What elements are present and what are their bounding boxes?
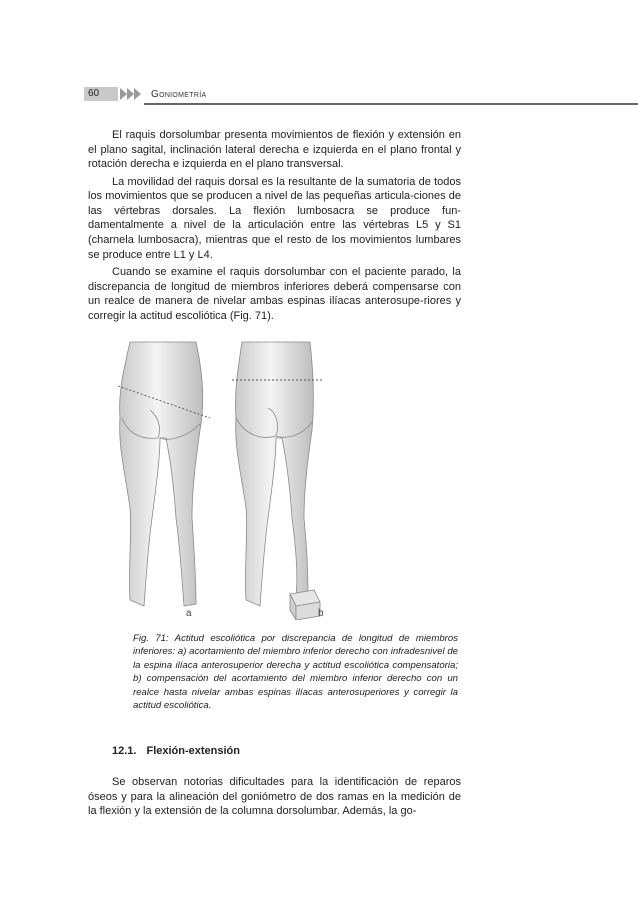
running-title: Goniometría	[151, 89, 207, 100]
figure-b-label: b	[318, 608, 324, 619]
figure-caption: Fig. 71: Actitud escoliótica por discrepancia de longitud de miembros inferiores: a) acortamiento del miembro inferior derecho con infradesnivel de la espina ilíaca anterosuperior derecha y actitud escoliótica compensatoria; b) compensación del acortamiento del miembro inferior derecho con un realce hasta nivelar ambas espinas ilíacas anterosuperiores y corregir la actitud escoliótica.	[133, 633, 458, 712]
figure-b-block	[290, 590, 320, 620]
figure-a-legs	[120, 342, 203, 606]
closing-text	[88, 775, 461, 819]
section-title: Flexión-extensión	[146, 745, 240, 757]
running-header	[84, 86, 638, 106]
paragraph: Cuando se examine el raquis dorsolumbar con el paciente parado, la discrepancia de longitud de miembros inferiores deberá compensarse con un realce de manera de nivelar ambas espinas ilíacas anterosupe-riores y corregir la actitud escoliótica (Fig. 71).	[88, 265, 461, 322]
paragraph: La movilidad del raquis dorsal es la resultante de la sumatoria de todos los movimientos que se producen a nivel de las pequeñas articula-ciones de las vértebras dorsales. La flexión lumbosacra se produce fun-damentalmente a nivel de la articulación entre las vértebras L5 y S1 (charnela lumbosacra), mientras que el resto de los movimientos lumbares se produce entre L1 y L4.	[88, 175, 461, 261]
page-number: 60	[84, 87, 118, 101]
paragraph: Se observan notorias dificultades para la identificación de reparos óseos y para la alineación del goniómetro de dos ramas en la medición de la flexión y la extensión de la columna dorsolumbar. Además, la go-	[88, 776, 461, 818]
figure-71-illustration	[100, 338, 360, 620]
header-arrows-icon	[118, 87, 144, 101]
figure-b-legs	[235, 342, 313, 606]
paragraph: El raquis dorsolumbar presenta movimientos de flexión y extensión en el plano sagital, inclinación lateral derecha e izquierda en el plano frontal y rotación derecha e izquierda en el plano transversal.	[88, 129, 461, 171]
header-rule	[144, 103, 638, 105]
section-number: 12.1.	[112, 745, 137, 757]
section-heading	[112, 745, 240, 757]
intro-text	[88, 128, 461, 326]
figure-a-label: a	[186, 608, 192, 619]
